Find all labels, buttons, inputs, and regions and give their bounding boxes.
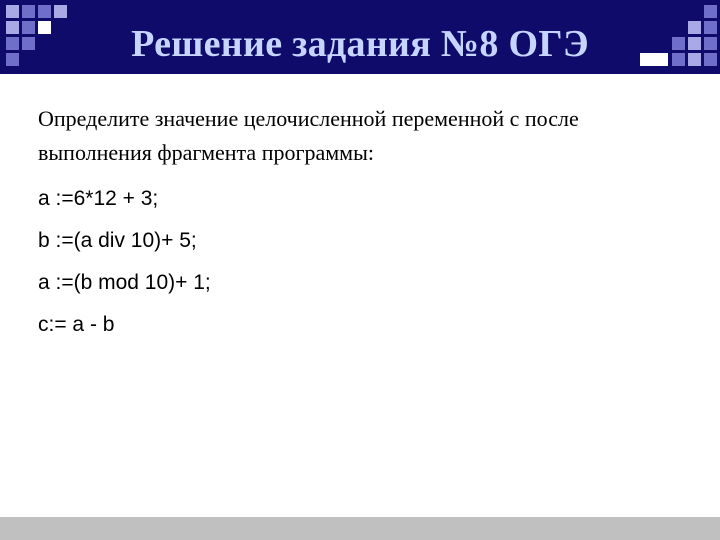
code-line: c:= a - b xyxy=(38,313,115,336)
code-line: a :=(b mod 10)+ 1; xyxy=(38,271,211,294)
task-description: Определите значение целочисленной переменной c после выполнения фрагмента программы: xyxy=(38,106,579,165)
slide-content xyxy=(38,102,688,338)
slide-title: Решение задания №8 ОГЭ xyxy=(131,23,589,65)
code-line: b :=(a div 10)+ 5; xyxy=(38,229,197,252)
footer-bar xyxy=(0,517,720,540)
code-line: a :=6*12 + 3; xyxy=(38,187,159,210)
header-banner xyxy=(0,0,720,74)
